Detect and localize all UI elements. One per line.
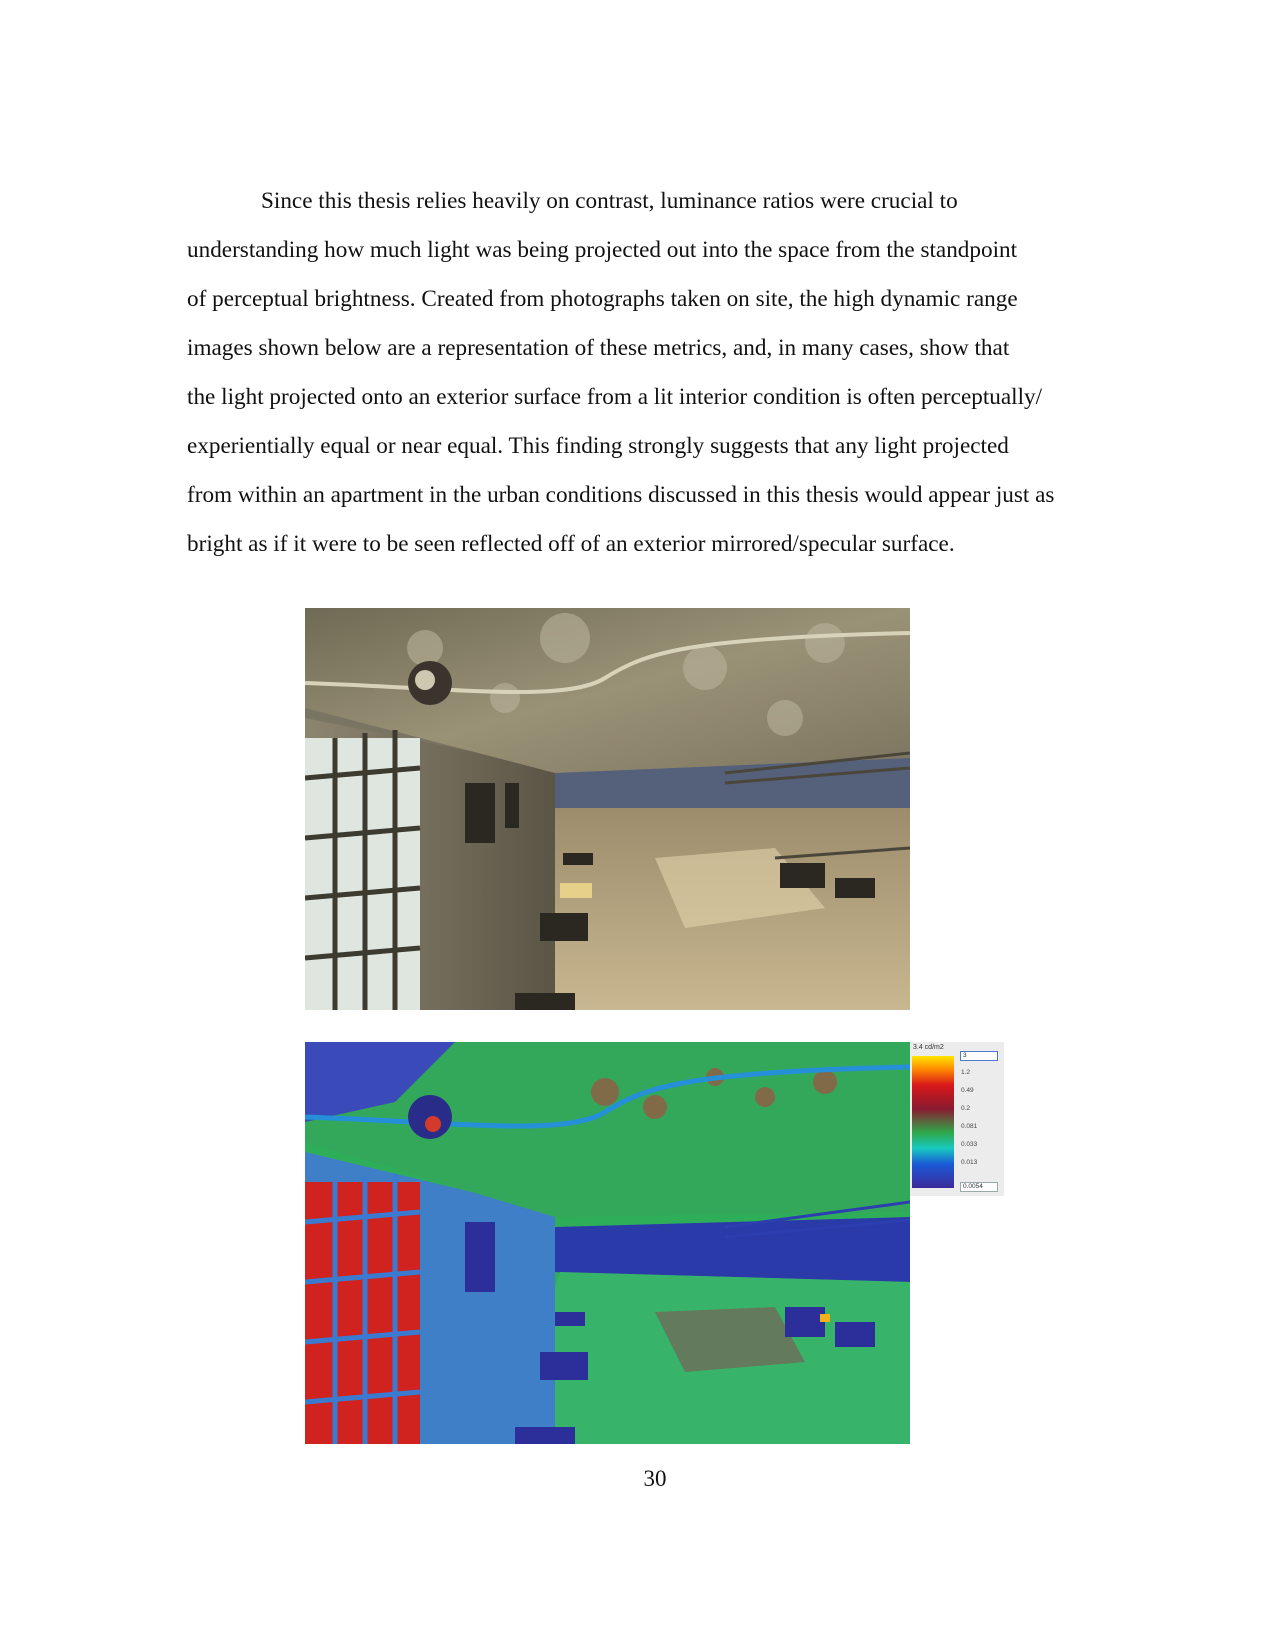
legend-color-scale: [912, 1056, 954, 1188]
luminance-legend: [910, 1042, 1004, 1196]
paragraph-line: the light projected onto an exterior surface from a lit interior condition is often perceptually/: [187, 384, 1043, 410]
paragraph-line: of perceptual brightness. Created from photographs taken on site, the high dynamic range: [187, 286, 1018, 312]
paragraph-line: experientially equal or near equal. This finding strongly suggests that any light projected: [187, 433, 1009, 459]
legend-tick: 0.49: [961, 1087, 974, 1094]
false-color-luminance-image: [305, 1042, 910, 1444]
legend-tick: 1.2: [961, 1069, 971, 1076]
legend-tick: 0.2: [961, 1105, 971, 1112]
legend-min-input[interactable]: 0.0054: [960, 1182, 998, 1192]
legend-unit-label: 3.4 cd/m2: [913, 1044, 944, 1051]
paragraph-line: bright as if it were to be seen reflected off of an exterior mirrored/specular surface.: [187, 531, 955, 557]
legend-max-input[interactable]: 3: [960, 1051, 998, 1061]
paragraph-line: images shown below are a representation of these metrics, and, in many cases, show that: [187, 335, 1010, 361]
page-number: 30: [643, 1466, 667, 1491]
paragraph-line: understanding how much light was being projected out into the space from the standpoint: [187, 237, 1018, 263]
paragraph-line: from within an apartment in the urban conditions discussed in this thesis would appear just as: [187, 482, 1055, 508]
legend-tick: 0.013: [961, 1159, 978, 1166]
legend-tick: 0.033: [961, 1141, 978, 1148]
legend-tick: 0.081: [961, 1123, 978, 1130]
paragraph-line: Since this thesis relies heavily on contrast, luminance ratios were crucial to: [261, 188, 958, 214]
lightwell-photograph: [305, 608, 910, 1010]
